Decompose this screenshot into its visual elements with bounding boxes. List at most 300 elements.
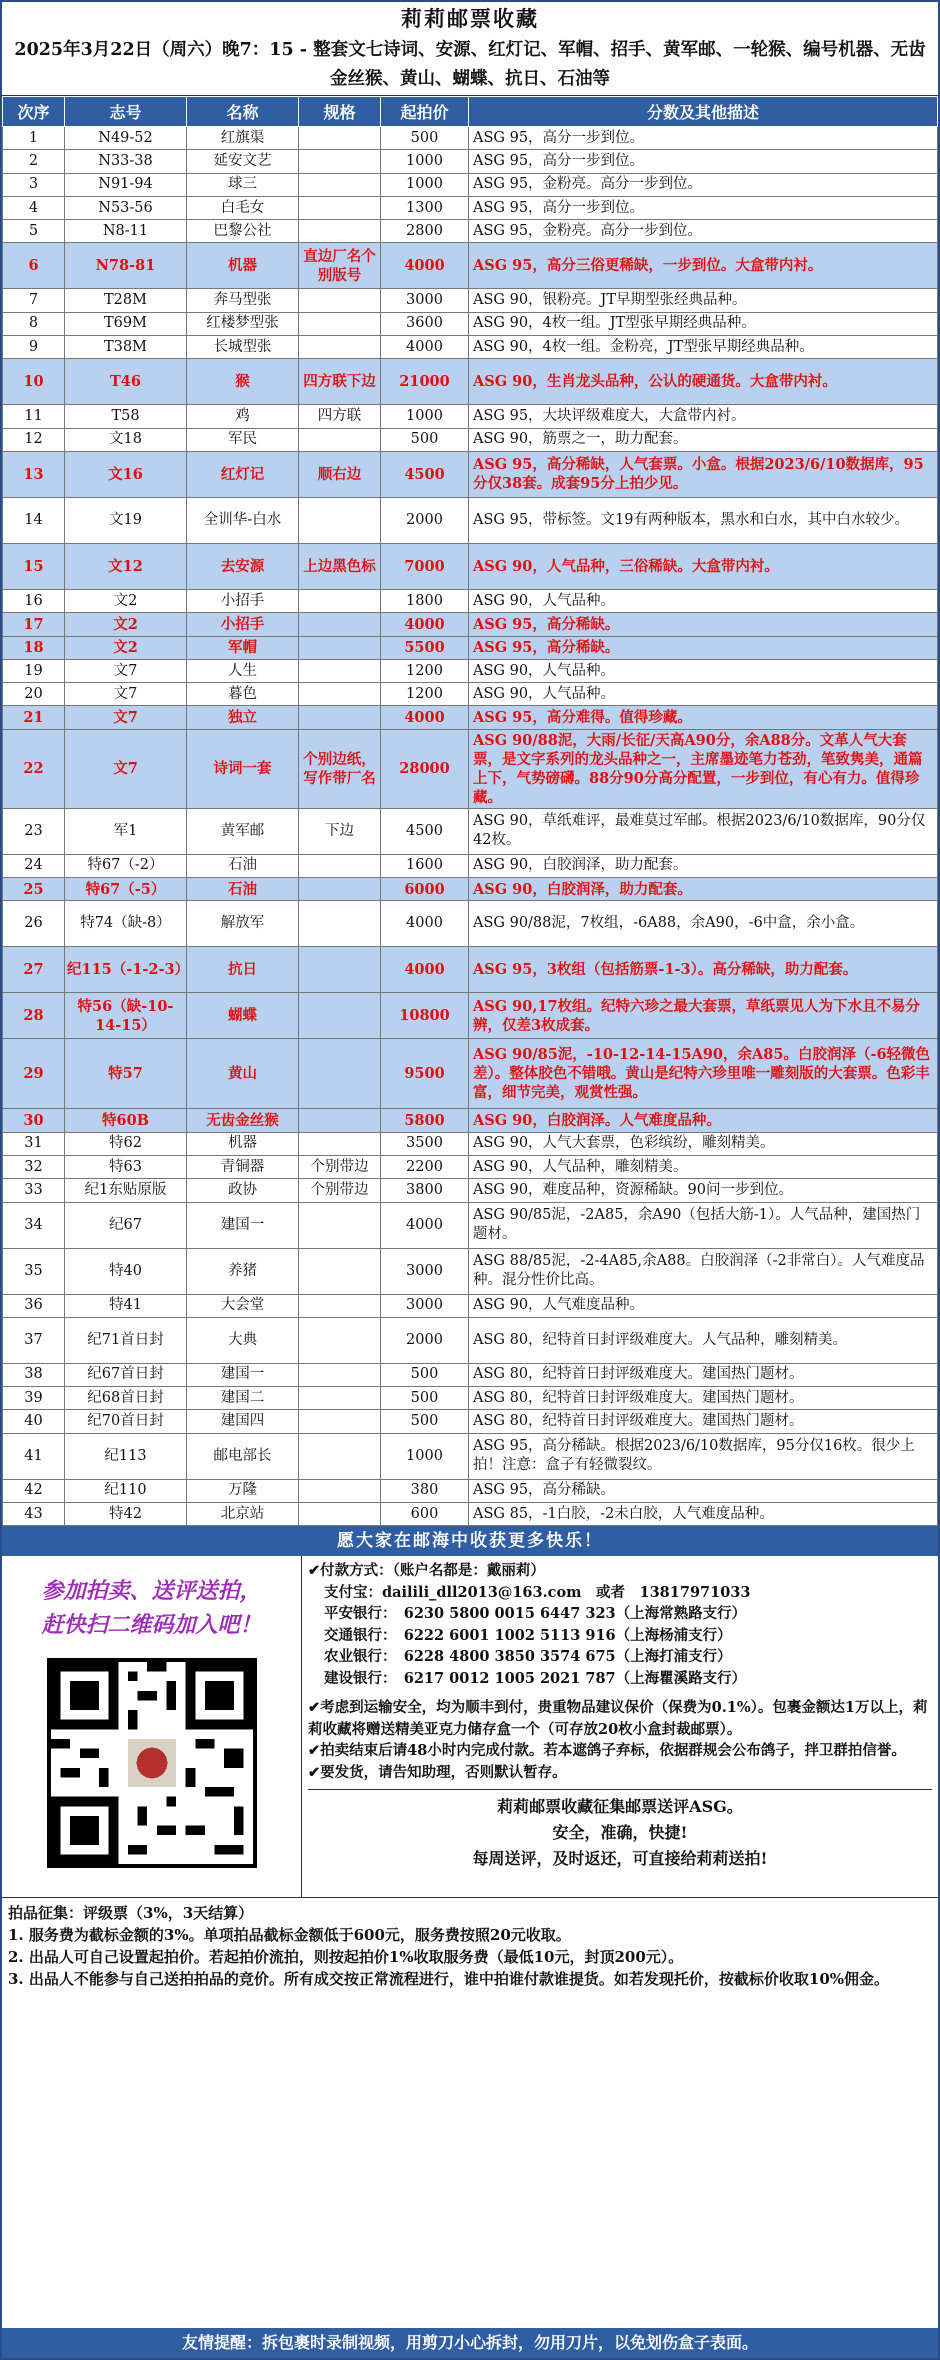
table-row bbox=[3, 1433, 938, 1479]
stamp-name: 北京站 bbox=[187, 1503, 299, 1526]
start-price: 21000 bbox=[381, 359, 469, 405]
lot-description: ASG 90，筋票之一，助力配套。 bbox=[469, 428, 938, 451]
start-price: 2800 bbox=[381, 220, 469, 243]
stamp-spec bbox=[299, 1479, 381, 1502]
start-price: 500 bbox=[381, 1410, 469, 1433]
stamp-code: 特40 bbox=[65, 1248, 187, 1294]
stamp-name: 政协 bbox=[187, 1179, 299, 1202]
stamp-name: 黄军邮 bbox=[187, 808, 299, 854]
stamp-code: 纪1东贴原版 bbox=[65, 1179, 187, 1202]
stamp-spec bbox=[299, 1039, 381, 1109]
stamp-code: 纪113 bbox=[65, 1433, 187, 1479]
stamp-code: 特63 bbox=[65, 1155, 187, 1178]
col-header-price: 起拍价 bbox=[381, 97, 469, 127]
lot-number: 25 bbox=[3, 878, 65, 901]
start-price: 1600 bbox=[381, 854, 469, 877]
start-price: 6000 bbox=[381, 878, 469, 901]
stamp-name: 巴黎公社 bbox=[187, 220, 299, 243]
lot-number: 9 bbox=[3, 336, 65, 359]
stamp-name: 解放军 bbox=[187, 901, 299, 947]
lot-number: 39 bbox=[3, 1387, 65, 1410]
start-price: 5500 bbox=[381, 636, 469, 659]
lot-number: 35 bbox=[3, 1248, 65, 1294]
table-row bbox=[3, 1479, 938, 1502]
stamp-spec bbox=[299, 1317, 381, 1363]
table-row bbox=[3, 220, 938, 243]
lot-description: ASG 95，带标签。文19有两种版本，黑水和白水，其中白水较少。 bbox=[469, 497, 938, 543]
contact-section bbox=[2, 1556, 938, 1898]
start-price: 500 bbox=[381, 1363, 469, 1386]
stamp-code: 文19 bbox=[65, 497, 187, 543]
stamp-name: 建国一 bbox=[187, 1202, 299, 1248]
table-row bbox=[3, 1039, 938, 1109]
lot-number: 40 bbox=[3, 1410, 65, 1433]
start-price: 4500 bbox=[381, 451, 469, 497]
start-price: 7000 bbox=[381, 543, 469, 589]
stamp-spec bbox=[299, 428, 381, 451]
lot-description: ASG 95，高分稀缺。 bbox=[469, 1479, 938, 1502]
lot-description: ASG 90，草纸难评，最难莫过军邮。根据2023/6/10数据库，90分仅42枚。 bbox=[469, 808, 938, 854]
stamp-spec bbox=[299, 1202, 381, 1248]
delivery-note: ✔要发货，请告知助理，否则默认暂存。 bbox=[308, 1763, 567, 1781]
table-row bbox=[3, 428, 938, 451]
stamp-spec bbox=[299, 683, 381, 706]
consignment-rules bbox=[2, 1898, 938, 1994]
lot-description: ASG 90，银粉亮。JT早期型张经典品种。 bbox=[469, 289, 938, 312]
lot-number: 10 bbox=[3, 359, 65, 405]
table-row bbox=[3, 1410, 938, 1433]
stamp-name: 猴 bbox=[187, 359, 299, 405]
stamp-code: 特74（缺-8） bbox=[65, 901, 187, 947]
col-header-desc: 分数及其他描述 bbox=[469, 97, 938, 127]
stamp-spec bbox=[299, 1294, 381, 1317]
lot-number: 38 bbox=[3, 1363, 65, 1386]
payment-line: 建设银行： 6217 0012 1005 2021 787（上海瞿溪路支行） bbox=[324, 1669, 747, 1687]
stamp-spec bbox=[299, 947, 381, 993]
start-price: 380 bbox=[381, 1479, 469, 1502]
lot-number: 14 bbox=[3, 497, 65, 543]
stamp-spec: 个别带边 bbox=[299, 1155, 381, 1178]
lot-number: 7 bbox=[3, 289, 65, 312]
lot-description: ASG 80，纪特首日封评级难度大。人气品种，雕刻精美。 bbox=[469, 1317, 938, 1363]
start-price: 3500 bbox=[381, 1132, 469, 1155]
stamp-name: 红旗渠 bbox=[187, 127, 299, 150]
stamp-name: 小招手 bbox=[187, 589, 299, 612]
start-price: 2000 bbox=[381, 1317, 469, 1363]
lot-number: 11 bbox=[3, 405, 65, 428]
stamp-name: 军帽 bbox=[187, 636, 299, 659]
lot-description: ASG 90，人气品种，三俗稀缺。大盒带内衬。 bbox=[469, 543, 938, 589]
stamp-code: 纪115（-1-2-3） bbox=[65, 947, 187, 993]
start-price: 4000 bbox=[381, 243, 469, 289]
lot-number: 31 bbox=[3, 1132, 65, 1155]
start-price: 4500 bbox=[381, 808, 469, 854]
banner: 愿大家在邮海中收获更多快乐！ bbox=[2, 1526, 938, 1556]
table-row bbox=[3, 947, 938, 993]
start-price: 3000 bbox=[381, 289, 469, 312]
table-row bbox=[3, 1317, 938, 1363]
stamp-name: 青铜器 bbox=[187, 1155, 299, 1178]
table-row bbox=[3, 854, 938, 877]
friendly-reminder: 友情提醒：拆包裹时录制视频，用剪刀小心拆封，勿用刀片，以免划伤盒子表面。 bbox=[2, 2328, 938, 2358]
stamp-code: 文7 bbox=[65, 659, 187, 682]
stamp-spec bbox=[299, 289, 381, 312]
stamp-name: 延安文艺 bbox=[187, 150, 299, 173]
lot-description: ASG 90/88泥，7枚组，-6A88，余A90，-6中盒，余小盒。 bbox=[469, 901, 938, 947]
stamp-code: N78-81 bbox=[65, 243, 187, 289]
lot-number: 13 bbox=[3, 451, 65, 497]
stamp-name: 暮色 bbox=[187, 683, 299, 706]
stamp-code: 特41 bbox=[65, 1294, 187, 1317]
lot-description: ASG 95，3枚组（包括筋票-1-3）。高分稀缺，助力配套。 bbox=[469, 947, 938, 993]
payment-line: 农业银行： 6228 4800 3850 3574 675（上海打浦支行） bbox=[324, 1648, 732, 1666]
stamp-name: 养猪 bbox=[187, 1248, 299, 1294]
lot-number: 43 bbox=[3, 1503, 65, 1526]
start-price: 500 bbox=[381, 127, 469, 150]
stamp-code: 文16 bbox=[65, 451, 187, 497]
lot-description: ASG 88/85泥，-2-4A85,余A88。白胶润泽（-2非常白）。人气难度品种。混分性价比高。 bbox=[469, 1248, 938, 1294]
stamp-code: T58 bbox=[65, 405, 187, 428]
lot-description: ASG 80，纪特首日封评级难度大。建国热门题材。 bbox=[469, 1410, 938, 1433]
stamp-code: 纪71首日封 bbox=[65, 1317, 187, 1363]
lot-description: ASG 90/85泥，-10-12-14-15A90，余A85。白胶润泽（-6轻微色差）。整体胶色不错哦。黄山是纪特六珍里唯一雕刻版的大套票。色彩丰富，细节完美，观赏性强。 bbox=[469, 1039, 938, 1109]
stamp-spec bbox=[299, 1410, 381, 1433]
stamp-name: 独立 bbox=[187, 706, 299, 729]
lot-number: 5 bbox=[3, 220, 65, 243]
stamp-code: 纪67首日封 bbox=[65, 1363, 187, 1386]
start-price: 500 bbox=[381, 428, 469, 451]
stamp-spec bbox=[299, 901, 381, 947]
table-row bbox=[3, 127, 938, 150]
lot-description: ASG 90，人气品种。 bbox=[469, 589, 938, 612]
stamp-name: 长城型张 bbox=[187, 336, 299, 359]
table-row bbox=[3, 196, 938, 219]
lot-number: 23 bbox=[3, 808, 65, 854]
table-row bbox=[3, 1132, 938, 1155]
table-row bbox=[3, 589, 938, 612]
table-row bbox=[3, 683, 938, 706]
table-row bbox=[3, 1202, 938, 1248]
stamp-spec bbox=[299, 1132, 381, 1155]
lot-number: 27 bbox=[3, 947, 65, 993]
start-price: 4000 bbox=[381, 1202, 469, 1248]
table-row bbox=[3, 1387, 938, 1410]
lot-description: ASG 85，-1白胶，-2未白胶，人气难度品种。 bbox=[469, 1503, 938, 1526]
stamp-name: 机器 bbox=[187, 243, 299, 289]
stamp-spec bbox=[299, 706, 381, 729]
stamp-code: 纪70首日封 bbox=[65, 1410, 187, 1433]
payment-panel bbox=[302, 1556, 938, 1897]
stamp-name: 红灯记 bbox=[187, 451, 299, 497]
stamp-code: 特67（-2） bbox=[65, 854, 187, 877]
lot-description: ASG 95，高分难得。值得珍藏。 bbox=[469, 706, 938, 729]
stamp-spec bbox=[299, 1387, 381, 1410]
stamp-spec bbox=[299, 497, 381, 543]
table-row bbox=[3, 1294, 938, 1317]
lot-description: ASG 90，人气大套票，色彩缤纷，雕刻精美。 bbox=[469, 1132, 938, 1155]
lot-description: ASG 95，高分稀缺。 bbox=[469, 636, 938, 659]
start-price: 4000 bbox=[381, 336, 469, 359]
lot-number: 15 bbox=[3, 543, 65, 589]
stamp-spec bbox=[299, 878, 381, 901]
lot-number: 33 bbox=[3, 1179, 65, 1202]
lot-description: ASG 80，纪特首日封评级难度大。建国热门题材。 bbox=[469, 1387, 938, 1410]
start-price: 4000 bbox=[381, 613, 469, 636]
table-row bbox=[3, 543, 938, 589]
lot-number: 17 bbox=[3, 613, 65, 636]
table-row bbox=[3, 1503, 938, 1526]
stamp-name: 全训华-白水 bbox=[187, 497, 299, 543]
start-price: 2000 bbox=[381, 497, 469, 543]
start-price: 1200 bbox=[381, 683, 469, 706]
table-row bbox=[3, 1248, 938, 1294]
stamp-code: 文7 bbox=[65, 729, 187, 808]
stamp-name: 无齿金丝猴 bbox=[187, 1109, 299, 1132]
stamp-name: 石油 bbox=[187, 878, 299, 901]
stamp-spec bbox=[299, 1109, 381, 1132]
table-row bbox=[3, 706, 938, 729]
lot-number: 32 bbox=[3, 1155, 65, 1178]
table-row bbox=[3, 336, 938, 359]
lot-number: 12 bbox=[3, 428, 65, 451]
lot-description: ASG 95，高分稀缺，人气套票。小盒。根据2023/6/10数据库，95分仅38套。成套95分上拍少见。 bbox=[469, 451, 938, 497]
stamp-name: 小招手 bbox=[187, 613, 299, 636]
lot-number: 42 bbox=[3, 1479, 65, 1502]
start-price: 4000 bbox=[381, 901, 469, 947]
stamp-code: N33-38 bbox=[65, 150, 187, 173]
table-row bbox=[3, 359, 938, 405]
start-price: 3000 bbox=[381, 1294, 469, 1317]
lot-number: 8 bbox=[3, 312, 65, 335]
stamp-code: 纪67 bbox=[65, 1202, 187, 1248]
start-price: 3800 bbox=[381, 1179, 469, 1202]
table-row bbox=[3, 451, 938, 497]
stamp-code: T38M bbox=[65, 336, 187, 359]
table-row bbox=[3, 150, 938, 173]
lot-description: ASG 95，高分稀缺。 bbox=[469, 613, 938, 636]
table-row bbox=[3, 636, 938, 659]
table-row bbox=[3, 878, 938, 901]
signature-block bbox=[308, 1789, 932, 1872]
stamp-name: 抗日 bbox=[187, 947, 299, 993]
rule-item: 2. 出品人可自己设置起拍价。若起拍价流拍，则按起拍价1%收取服务费（最低10元，封顶200元）。 bbox=[8, 1948, 684, 1967]
stamp-spec bbox=[299, 1503, 381, 1526]
lot-number: 18 bbox=[3, 636, 65, 659]
start-price: 3000 bbox=[381, 1248, 469, 1294]
stamp-name: 邮电部长 bbox=[187, 1433, 299, 1479]
stamp-code: 文2 bbox=[65, 613, 187, 636]
lot-description: ASG 90，人气品种，雕刻精美。 bbox=[469, 1155, 938, 1178]
col-header-spec: 规格 bbox=[299, 97, 381, 127]
stamp-code: 特62 bbox=[65, 1132, 187, 1155]
start-price: 1200 bbox=[381, 659, 469, 682]
stamp-spec bbox=[299, 613, 381, 636]
lot-number: 37 bbox=[3, 1317, 65, 1363]
stamp-code: 特56（缺-10-14-15） bbox=[65, 993, 187, 1039]
table-row bbox=[3, 243, 938, 289]
stamp-name: 白毛女 bbox=[187, 196, 299, 219]
lot-description: ASG 90，人气品种。 bbox=[469, 683, 938, 706]
lot-description: ASG 95，金粉亮。高分一步到位。 bbox=[469, 173, 938, 196]
lot-number: 24 bbox=[3, 854, 65, 877]
promo-line: 赶快扫二维码加入吧！ bbox=[41, 1612, 262, 1639]
stamp-name: 大会堂 bbox=[187, 1294, 299, 1317]
stamp-spec bbox=[299, 150, 381, 173]
stamp-spec: 直边厂名个别版号 bbox=[299, 243, 381, 289]
lot-description: ASG 95，高分一步到位。 bbox=[469, 127, 938, 150]
start-price: 500 bbox=[381, 1387, 469, 1410]
stamp-name: 奔马型张 bbox=[187, 289, 299, 312]
start-price: 10800 bbox=[381, 993, 469, 1039]
lot-number: 20 bbox=[3, 683, 65, 706]
stamp-name: 建国一 bbox=[187, 1363, 299, 1386]
stamp-name: 大典 bbox=[187, 1317, 299, 1363]
table-row bbox=[3, 312, 938, 335]
stamp-spec: 下边 bbox=[299, 808, 381, 854]
payment-line: 支付宝：dailili_dll2013@163.com 或者 13817971033 bbox=[324, 1583, 751, 1601]
stamp-name: 人生 bbox=[187, 659, 299, 682]
lot-description: ASG 95，金粉亮。高分一步到位。 bbox=[469, 220, 938, 243]
stamp-code: T69M bbox=[65, 312, 187, 335]
stamp-name: 机器 bbox=[187, 1132, 299, 1155]
stamp-name: 球三 bbox=[187, 173, 299, 196]
stamp-spec: 个别带边 bbox=[299, 1179, 381, 1202]
stamp-name: 黄山 bbox=[187, 1039, 299, 1109]
table-row bbox=[3, 1155, 938, 1178]
stamp-code: N91-94 bbox=[65, 173, 187, 196]
stamp-code: 特57 bbox=[65, 1039, 187, 1109]
stamp-code: 文2 bbox=[65, 636, 187, 659]
start-price: 9500 bbox=[381, 1039, 469, 1109]
table-row bbox=[3, 659, 938, 682]
payment-line: 交通银行： 6222 6001 1002 5113 916（上海杨浦支行） bbox=[324, 1626, 732, 1644]
stamp-code: 文2 bbox=[65, 589, 187, 612]
table-row bbox=[3, 993, 938, 1039]
lot-description: ASG 95，高分一步到位。 bbox=[469, 196, 938, 219]
lot-number: 22 bbox=[3, 729, 65, 808]
start-price: 1000 bbox=[381, 150, 469, 173]
lot-number: 19 bbox=[3, 659, 65, 682]
stamp-spec bbox=[299, 336, 381, 359]
lot-description: ASG 95，高分三俗更稀缺，一步到位。大盒带内衬。 bbox=[469, 243, 938, 289]
stamp-spec bbox=[299, 127, 381, 150]
col-header-code: 志号 bbox=[65, 97, 187, 127]
stamp-code: N53-56 bbox=[65, 196, 187, 219]
stamp-name: 建国四 bbox=[187, 1410, 299, 1433]
lot-description: ASG 95，高分稀缺。根据2023/6/10数据库，95分仅16枚。很少上拍！注意：盒子有轻微裂纹。 bbox=[469, 1433, 938, 1479]
table-row bbox=[3, 497, 938, 543]
stamp-name: 石油 bbox=[187, 854, 299, 877]
start-price: 4000 bbox=[381, 706, 469, 729]
table-row bbox=[3, 1179, 938, 1202]
lot-number: 2 bbox=[3, 150, 65, 173]
start-price: 2200 bbox=[381, 1155, 469, 1178]
rule-item: 3. 出品人不能参与自己送拍拍品的竞价。所有成交按正常流程进行，谁中拍谁付款谁提货。如若发现托价，按截标价收取10%佣金。 bbox=[8, 1970, 890, 1989]
stamp-spec bbox=[299, 173, 381, 196]
stamp-spec: 四方联 bbox=[299, 405, 381, 428]
col-header-name: 名称 bbox=[187, 97, 299, 127]
promo-panel bbox=[2, 1556, 302, 1897]
payment-deadline-note: ✔拍卖结束后请48小时内完成付款。若本遮鸽子弃标，依据群规会公布鸽子，拌卫群拍信誉。 bbox=[308, 1742, 906, 1760]
stamp-name: 去安源 bbox=[187, 543, 299, 589]
stamp-name: 诗词一套 bbox=[187, 729, 299, 808]
lot-number: 3 bbox=[3, 173, 65, 196]
start-price: 1800 bbox=[381, 589, 469, 612]
lot-number: 1 bbox=[3, 127, 65, 150]
lot-description: ASG 90，白胶润泽，助力配套。 bbox=[469, 854, 938, 877]
start-price: 1000 bbox=[381, 405, 469, 428]
start-price: 600 bbox=[381, 1503, 469, 1526]
lot-number: 30 bbox=[3, 1109, 65, 1132]
sign-line: 安全，准确，快捷! bbox=[552, 1823, 688, 1843]
stamp-spec bbox=[299, 589, 381, 612]
stamp-name: 鸡 bbox=[187, 405, 299, 428]
stamp-spec bbox=[299, 196, 381, 219]
shipping-note: ✔考虑到运输安全，均为顺丰到付，贵重物品建议保价（保费为0.1%）。包裹金额达1万以上，莉莉收藏将赠送精美亚克力储存盒一个（可存放20枚小盒封裁邮票）。 bbox=[308, 1699, 928, 1738]
stamp-code: 特60B bbox=[65, 1109, 187, 1132]
table-row bbox=[3, 405, 938, 428]
rule-item: 1. 服务费为截标金额的3%。单项拍品截标金额低于600元，服务费按照20元收取。 bbox=[8, 1926, 571, 1945]
table-row bbox=[3, 173, 938, 196]
payment-title: ✔付款方式：（账户名都是：戴丽莉） bbox=[308, 1562, 545, 1580]
stamp-spec: 四方联下边 bbox=[299, 359, 381, 405]
table-row bbox=[3, 289, 938, 312]
stamp-spec: 上边黑色标 bbox=[299, 543, 381, 589]
qr-code-icon[interactable] bbox=[47, 1658, 257, 1868]
stamp-name: 建国二 bbox=[187, 1387, 299, 1410]
stamp-spec bbox=[299, 1363, 381, 1386]
lot-description: ASG 90/88泥，大雨/长征/天高A90分，余A88分。文革人气大套票，是文字系列的龙头品种之一，主席墨迹笔力苍劲，笔致隽美，通篇上下，气势磅礴。88分90分高分配置，一步到位，有心有力。值得珍藏。 bbox=[469, 729, 938, 808]
stamp-spec: 个别边纸，写作带厂名 bbox=[299, 729, 381, 808]
lot-description: ASG 90，人气难度品种。 bbox=[469, 1294, 938, 1317]
lot-description: ASG 90，4枚一组。金粉亮，JT型张早期经典品种。 bbox=[469, 336, 938, 359]
stamp-spec bbox=[299, 312, 381, 335]
table-row bbox=[3, 1363, 938, 1386]
stamp-spec bbox=[299, 993, 381, 1039]
start-price: 1300 bbox=[381, 196, 469, 219]
lot-description: ASG 90,17枚组。纪特六珍之最大套票，草纸票见人为下水且不易分辨，仅差3枚成套。 bbox=[469, 993, 938, 1039]
stamp-name: 蝴蝶 bbox=[187, 993, 299, 1039]
lot-number: 36 bbox=[3, 1294, 65, 1317]
stamp-name: 万隆 bbox=[187, 1479, 299, 1502]
lot-description: ASG 95，高分一步到位。 bbox=[469, 150, 938, 173]
stamp-spec bbox=[299, 659, 381, 682]
lot-description: ASG 90，白胶润泽。人气难度品种。 bbox=[469, 1109, 938, 1132]
table-row bbox=[3, 808, 938, 854]
start-price: 3600 bbox=[381, 312, 469, 335]
promo-line: 参加拍卖、送评送拍， bbox=[41, 1578, 262, 1605]
table-row bbox=[3, 901, 938, 947]
stamp-spec bbox=[299, 1248, 381, 1294]
stamp-spec bbox=[299, 1433, 381, 1479]
stamp-code: 特67（-5） bbox=[65, 878, 187, 901]
stamp-code: 文7 bbox=[65, 683, 187, 706]
lot-description: ASG 90/85泥，-2A85，余A90（包括大筋-1）。人气品种，建国热门题材。 bbox=[469, 1202, 938, 1248]
lot-description: ASG 90，4枚一组。JT型张早期经典品种。 bbox=[469, 312, 938, 335]
table-row bbox=[3, 729, 938, 808]
stamp-name: 红楼梦型张 bbox=[187, 312, 299, 335]
lot-number: 41 bbox=[3, 1433, 65, 1479]
col-header-no: 次序 bbox=[3, 97, 65, 127]
stamp-code: N8-11 bbox=[65, 220, 187, 243]
start-price: 1000 bbox=[381, 173, 469, 196]
lot-number: 28 bbox=[3, 993, 65, 1039]
start-price: 4000 bbox=[381, 947, 469, 993]
stamp-code: 文12 bbox=[65, 543, 187, 589]
table-row bbox=[3, 613, 938, 636]
stamp-spec bbox=[299, 636, 381, 659]
lot-description: ASG 90，生肖龙头品种，公认的硬通货。大盒带内衬。 bbox=[469, 359, 938, 405]
